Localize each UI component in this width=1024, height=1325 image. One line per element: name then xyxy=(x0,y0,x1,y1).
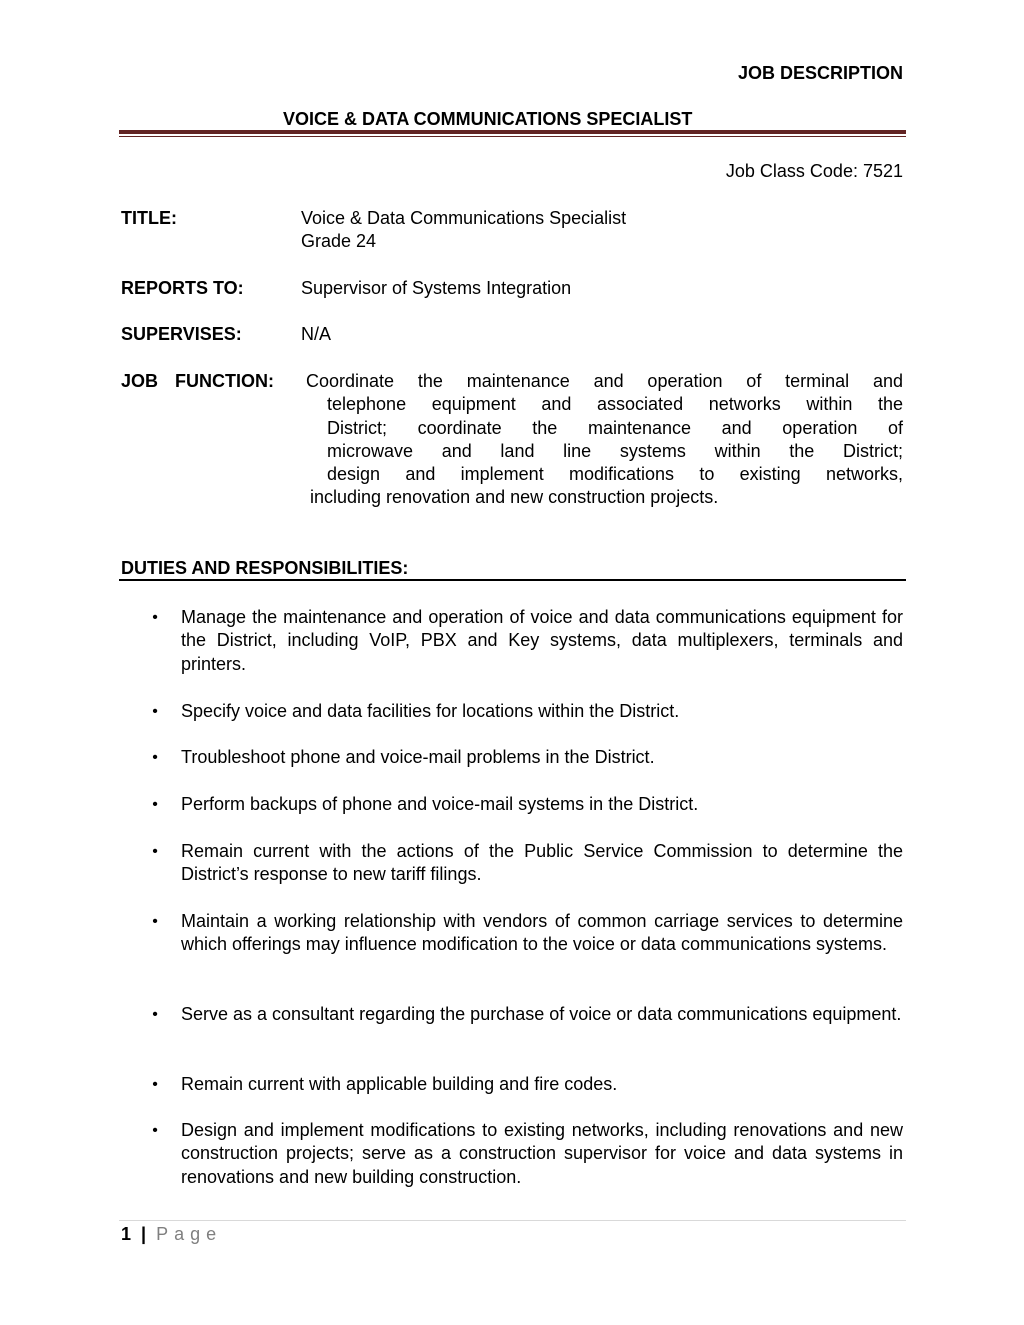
job-function-line: microwave and land line systems within the District; xyxy=(327,440,903,461)
bullet-icon: • xyxy=(152,1006,158,1023)
header-rule-thin xyxy=(119,136,906,137)
duty-item xyxy=(145,793,903,816)
bullet-icon: • xyxy=(152,913,158,930)
duty-item xyxy=(145,910,903,957)
document-type-label: JOB DESCRIPTION xyxy=(737,63,903,83)
bullet-icon: • xyxy=(152,749,158,766)
bullet-icon: • xyxy=(152,843,158,860)
duty-text: Design and implement modifications to existing networks, including renovations and new construction projects; serve as a construction supervisor for voice and data systems in renovations and new building construction. xyxy=(181,1120,903,1187)
bullet-icon: • xyxy=(152,703,158,720)
job-class-code: Job Class Code: 7521 xyxy=(725,161,903,181)
footer-separator: | xyxy=(141,1224,147,1244)
duty-text: Specify voice and data facilities for locations within the District. xyxy=(181,701,680,721)
duty-text: Serve as a consultant regarding the purchase of voice or data communications equipment. xyxy=(181,1004,902,1024)
bullet-icon: • xyxy=(152,796,158,813)
duties-heading: DUTIES AND RESPONSIBILITIES: xyxy=(121,558,409,578)
duty-item xyxy=(145,840,903,887)
bullet-icon: • xyxy=(152,1122,158,1139)
duties-heading-rule xyxy=(119,579,906,581)
title-label: TITLE: xyxy=(121,208,177,228)
job-function-line: District; coordinate the maintenance and operation of xyxy=(327,417,903,438)
bullet-icon: • xyxy=(152,609,158,626)
duty-item xyxy=(145,1073,903,1096)
job-function-label: JOB FUNCTION: xyxy=(121,371,274,391)
duty-text: Troubleshoot phone and voice-mail problems in the District. xyxy=(181,747,655,767)
title-value: Voice & Data Communications Specialist xyxy=(301,208,627,228)
duty-text: Remain current with the actions of the Public Service Commission to determine the District’s response to new tariff filings. xyxy=(181,841,903,885)
reports-to-value: Supervisor of Systems Integration xyxy=(301,278,572,298)
job-function-line: design and implement modifications to existing networks, xyxy=(327,464,903,485)
job-heading: VOICE & DATA COMMUNICATIONS SPECIALIST xyxy=(283,109,693,129)
job-function-line: telephone equipment and associated networks within the xyxy=(327,394,903,415)
job-function-line: including renovation and new construction projects. xyxy=(310,487,719,508)
page-number: 1 xyxy=(121,1224,132,1244)
footer-rule xyxy=(119,1220,906,1221)
duty-item xyxy=(145,606,903,676)
job-function-text xyxy=(306,370,903,510)
supervises-value: N/A xyxy=(301,324,332,344)
job-function-line: Coordinate the maintenance and operation of terminal and xyxy=(306,371,903,391)
duty-text: Remain current with applicable building and fire codes. xyxy=(181,1074,618,1094)
duty-item xyxy=(145,746,903,769)
grade-value: Grade 24 xyxy=(301,231,377,251)
header-rule-thick xyxy=(119,130,906,134)
duty-item xyxy=(145,1119,903,1189)
duty-text: Manage the maintenance and operation of voice and data communications equipment for the District, including VoIP, PBX and Key systems, data multiplexers, terminals and printers. xyxy=(181,607,903,674)
page-footer xyxy=(121,1223,222,1245)
duty-item xyxy=(145,1003,903,1026)
duty-item xyxy=(145,700,903,723)
reports-to-label: REPORTS TO: xyxy=(121,278,244,298)
page-word: Page xyxy=(156,1224,223,1244)
duty-text: Perform backups of phone and voice-mail systems in the District. xyxy=(181,794,699,814)
bullet-icon: • xyxy=(152,1076,158,1093)
supervises-label: SUPERVISES: xyxy=(121,324,242,344)
duty-text: Maintain a working relationship with vendors of common carriage services to determine which offerings may influence modification to the voice or data communications systems. xyxy=(181,911,903,955)
